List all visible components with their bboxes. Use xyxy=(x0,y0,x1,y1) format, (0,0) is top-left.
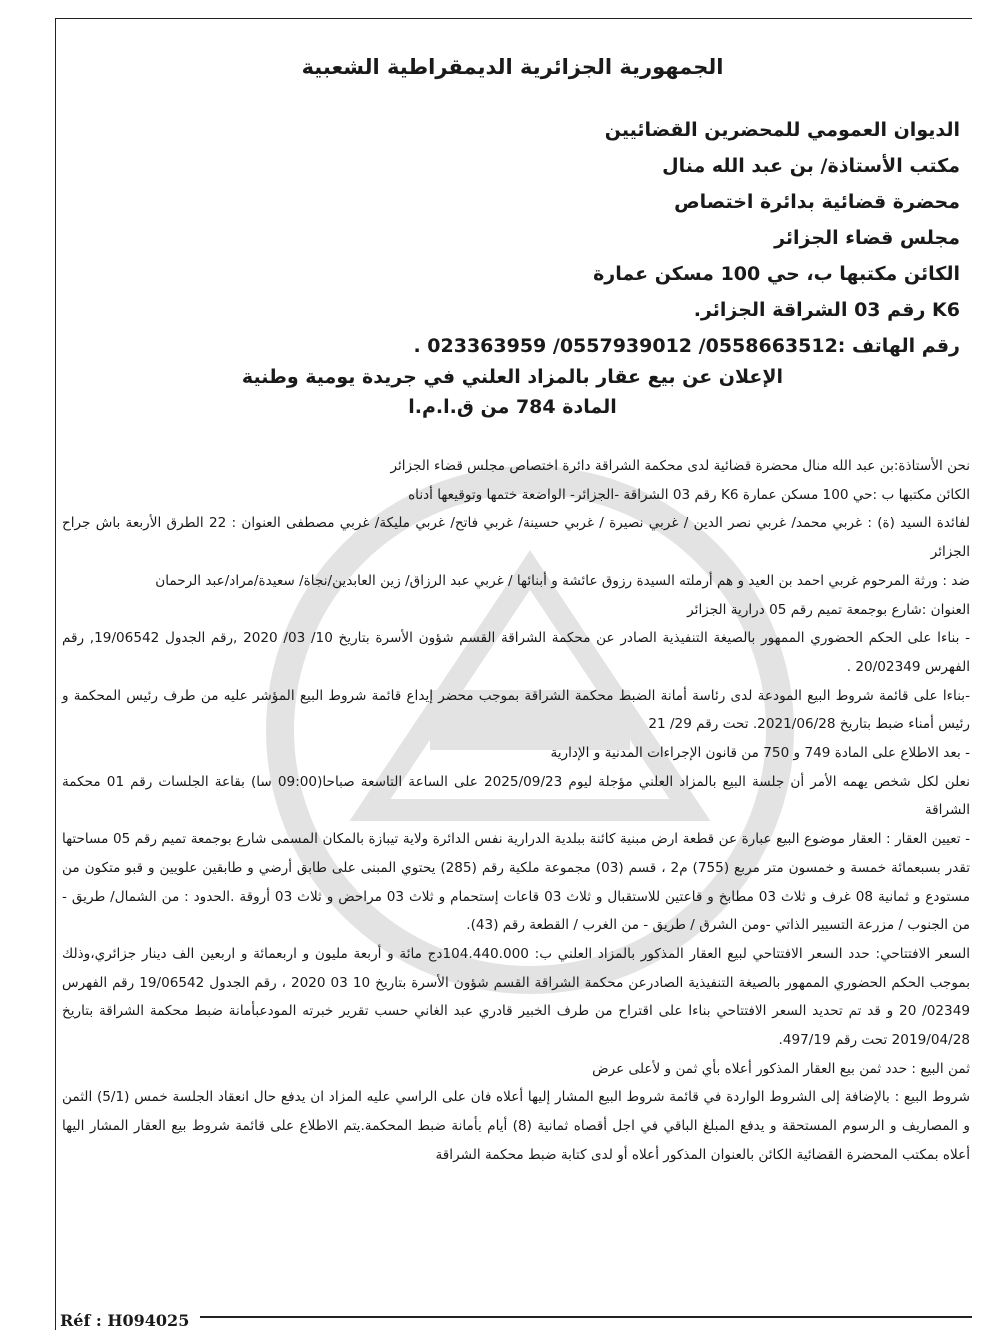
header-line-2: مكتب الأستاذة/ بن عبد الله منال xyxy=(662,155,960,177)
paragraph-sale-price: ثمن البيع : حدد ثمن بيع العقار المذكور أعلاه بأي ثمن و لأعلى عرض xyxy=(592,1060,970,1077)
paragraph-judgment: - بناءا على الحكم الحضوري الممهور بالصيغة التنفيذية الصادر عن محكمة الشراقة القسم شؤون الأسرة بتاريخ 10/ 03/ 2020 ,رقم الجدول 19/06542, رقم الفهرس 20/02349 . xyxy=(62,630,970,675)
paragraph-session-date: نعلن لكل شخص يهمه الأمر أن جلسة البيع بالمزاد العلني مؤجلة ليوم 2025/09/23 على الساعة التاسعة صباحا(09:00 سا) بقاعة الجلسات رقم 01 محكمة الشراقة xyxy=(62,773,970,819)
announcement-body xyxy=(62,452,970,1170)
bailiff-office-header xyxy=(340,112,960,364)
phone-line: رقم الهاتف :0558663512/ 0557939012/ 023363959 . xyxy=(413,335,960,357)
header-line-3: محضرة قضائية بدائرة اختصاص xyxy=(674,191,960,213)
paragraph-property: - تعيين العقار : العقار موضوع البيع عبارة عن قطعة ارض مبنية كائنة ببلدية الدرارية نفس الدائرة ولاية تيبازة بالمكان المسمى شارع بوجمعة تميم رقم 05 مساحتها تقدر بسبعمائة خمسة و خمسون متر مربع (755) م2 ، قسم (03) مجموعة ملكية رقم (285) يحتوي المبنى على طابق أرضي و طابقين علويين و قبو متكون من مستودع و ثمانية 08 غرف و ثلاث 03 مطابخ و قاعتين للاستقبال و ثلاث 03 قاعات إستحمام و ثلاث 03 مراحض و ثلاث 03 أروقة .الحدود : من الشمال/ طريق - من الجنوب / مزرعة التسيير الذاتي -ومن الشرق / طريق - من الغرب / القطعة رقم (43). xyxy=(62,831,970,934)
header-line-4: مجلس قضاء الجزائر xyxy=(774,227,960,249)
reference-number: Réf : H094025 xyxy=(60,1311,190,1330)
title-article: المادة 784 من ق.ا.م.ا xyxy=(408,396,617,418)
paragraph-articles: - بعد الاطلاع على المادة 749 و 750 من قانون الإجراءات المدنية و الإدارية xyxy=(550,745,970,762)
header-line-6: K6 رقم 03 الشراقة الجزائر. xyxy=(693,299,960,321)
paragraph-defendants: ضد : ورثة المرحوم غربي احمد بن العيد و هم أرملته السيدة رزوق عائشة و أبنائها / غربي عبد الرزاق/ زين العابدين/نجاة/ سعيدة/مراد/عبد الرحمان xyxy=(155,572,970,589)
announcement-title xyxy=(60,362,965,422)
header-line-1: الديوان العمومي للمحضرين القضائيين xyxy=(604,119,960,141)
paragraph-address: العنوان :شارع بوجمعة تميم رقم 05 درارية الجزائر xyxy=(687,601,970,618)
republic-heading: الجمهورية الجزائرية الديمقراطية الشعبية xyxy=(301,55,724,79)
paragraph-sale-conditions: شروط البيع : بالإضافة إلى الشروط الواردة في قائمة شروط البيع المشار إليها أعلاه فان على الراسي عليه المزاد ان يدفع حال انعقاد الجلسة خمس (5/1) الثمن و المصاريف و الرسوم المستحقة و يدفع المبلغ الباقي في اجل أقصاه ثمانية (8) أيام بأمانة ضبط المحكمة.يتم الاطلاع على قائمة شروط بيع العقار المشار اليها أعلاه بمكتب المحضرة القضائية الكائن بالعنوان المذكور أعلاه أو لدى كتابة ضبط محكمة الشراقة xyxy=(62,1089,970,1163)
paragraph-office: الكائن مكتبها ب :حي 100 مسكن عمارة K6 رقم 03 الشراقة -الجزائر- الواضعة ختمها وتوقيعها أدناه xyxy=(408,486,970,503)
paragraph-beneficiaries: لفائدة السيد (ة) : غربي محمد/ غربي نصر الدين / غربي نصيرة / غربي حسينة/ غربي فاتح/ غربي مليكة/ غربي مصطفى العنوان : 22 الطرق الأربعة باش جراح الجزائر xyxy=(62,515,970,561)
bottom-divider xyxy=(200,1316,972,1318)
header-line-5: الكائن مكتبها ب، حي 100 مسكن عمارة xyxy=(593,263,960,285)
paragraph-conditions-list: -بناءا على قائمة شروط البيع المودعة لدى رئاسة أمانة الضبط محكمة الشراقة بموجب محضر إيداع قائمة شروط البيع المؤشر عليه من طرف رئيس المحكمة و رئيس أمناء ضبط بتاريخ 2021/06/28. تحت رقم 29/ 21 xyxy=(62,687,970,733)
title-main: الإعلان عن بيع عقار بالمزاد العلني في جريدة يومية وطنية xyxy=(241,366,784,388)
paragraph-opening-price: السعر الافتتاحي: حدد السعر الافتتاحي لبيع العقار المذكور بالمزاد العلني ب: 104.440.000دج مائة و أربعة مليون و اربعمائة و اربعين الف دينار جزائري،وذلك بموجب الحكم الحضوري الممهور بالصيغة التنفيذية الصادرعن محكمة الشراقة القسم شؤون الأسرة بتاريخ 10 03 2020 ، رقم الجدول 19/06542 رقم الفهرس 02349/ 20 و قد تم تحديد السعر الافتتاحي بناءا على اقتراح من طرف الخبير قادري عبد الغاني حسب تقرير خبرته المودعبأمانة ضبط محكمة الشراقة بتاريخ 2019/04/28 تحت رقم 497/19. xyxy=(62,945,970,1049)
paragraph-bailiff: نحن الأستاذة:بن عبد الله منال محضرة قضائية لدى محكمة الشراقة دائرة اختصاص مجلس قضاء الجزائر xyxy=(390,458,970,474)
